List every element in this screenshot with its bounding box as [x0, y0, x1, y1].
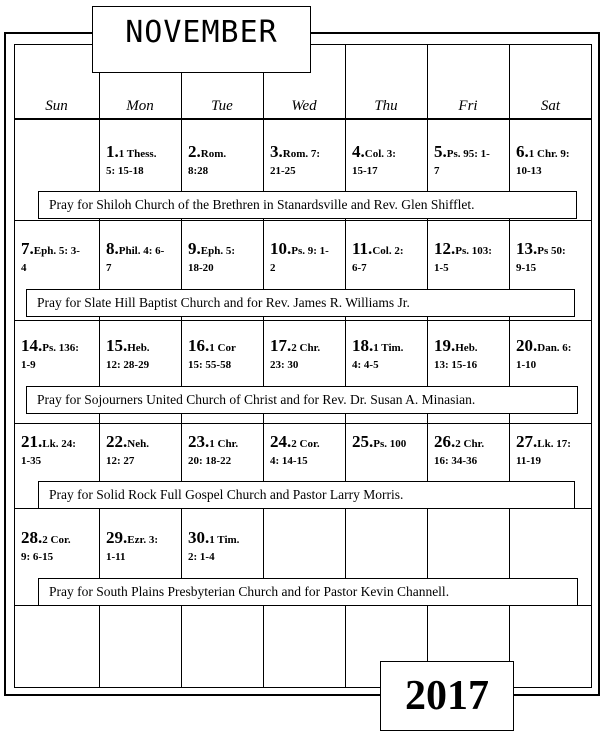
day-number: 3. — [270, 142, 283, 161]
scripture-reference-continued: 20: 18-22 — [188, 455, 232, 467]
scripture-reference-continued: 8:28 — [188, 165, 209, 177]
day-of-week-label: Thu — [374, 98, 398, 114]
day-cell — [516, 338, 594, 373]
scripture-reference-continued: 7 — [434, 165, 440, 177]
scripture-reference-continued: 6-7 — [352, 262, 367, 274]
day-cell — [270, 434, 348, 469]
scripture-reference-continued: 21-25 — [270, 165, 296, 177]
day-number: 11. — [352, 239, 373, 258]
scripture-reference-continued: 1-35 — [21, 455, 42, 467]
scripture-reference-continued: 9: 6-15 — [21, 551, 54, 563]
day-cell — [516, 434, 594, 469]
day-cell — [21, 338, 99, 373]
scripture-reference-continued: 4: 14-15 — [270, 455, 308, 467]
month-title: NOVEMBER — [125, 15, 278, 50]
day-cell — [434, 434, 512, 469]
day-number: 16. — [188, 336, 210, 355]
prayer-banner: Pray for Slate Hill Baptist Church and for Rev. James R. Williams Jr. — [26, 289, 575, 317]
day-number: 5. — [434, 142, 447, 161]
day-of-week-label: Mon — [126, 98, 154, 114]
scripture-reference: Ps. 103: — [455, 245, 492, 257]
scripture-reference: Neh. — [127, 438, 149, 450]
scripture-reference: 2 Chr. — [291, 342, 321, 354]
day-cell — [352, 338, 430, 373]
prayer-banner: Pray for Sojourners United Church of Christ and for Rev. Dr. Susan A. Minasian. — [26, 386, 578, 414]
scripture-reference-continued: 1-5 — [434, 262, 449, 274]
scripture-reference-continued: 13: 15-16 — [434, 359, 478, 371]
day-number: 15. — [106, 336, 128, 355]
row-divider — [14, 423, 592, 424]
scripture-reference: 2 Chr. — [455, 438, 485, 450]
day-cell — [106, 144, 184, 179]
day-cell — [270, 241, 348, 276]
scripture-reference: Ezr. 3: — [127, 534, 159, 546]
scripture-reference: 1 Thess. — [118, 148, 157, 160]
day-number: 25. — [352, 432, 374, 451]
day-number: 17. — [270, 336, 292, 355]
scripture-reference-continued: 5: 15-18 — [106, 165, 144, 177]
scripture-reference: Ps. 136: — [42, 342, 79, 354]
scripture-reference: Eph. 5: 3- — [33, 245, 80, 257]
day-number: 8. — [106, 239, 119, 258]
day-cell — [516, 144, 594, 179]
day-number: 14. — [21, 336, 43, 355]
day-cell — [106, 338, 184, 373]
day-number: 24. — [270, 432, 292, 451]
day-cell — [188, 144, 266, 179]
scripture-reference: Ps. 9: 1- — [291, 245, 329, 257]
month-title-box — [92, 6, 311, 73]
scripture-reference: Heb. — [455, 342, 478, 354]
row-divider — [14, 320, 592, 321]
day-cell — [188, 338, 266, 373]
scripture-reference-continued: 4 — [21, 262, 27, 274]
scripture-reference: Lk. 24: — [42, 438, 76, 450]
scripture-reference-continued: 2: 1-4 — [188, 551, 215, 563]
scripture-reference: 1 Chr. — [209, 438, 239, 450]
day-cell — [106, 241, 184, 276]
day-cell — [21, 530, 99, 565]
scripture-reference: 1 Tim. — [209, 534, 240, 546]
scripture-reference: Ps. 95: 1- — [446, 148, 490, 160]
scripture-reference: Eph. 5: — [200, 245, 235, 257]
day-number: 23. — [188, 432, 210, 451]
scripture-reference: 1 Tim. — [373, 342, 404, 354]
scripture-reference: Dan. 6: — [537, 342, 572, 354]
scripture-reference: 2 Cor. — [291, 438, 320, 450]
scripture-reference-continued: 18-20 — [188, 262, 214, 274]
day-cell — [434, 338, 512, 373]
scripture-reference: 1 Chr. 9: — [528, 148, 570, 160]
day-of-week-label: Sun — [45, 98, 68, 114]
day-number: 21. — [21, 432, 43, 451]
scripture-reference: Lk. 17: — [537, 438, 571, 450]
scripture-reference-continued: 4: 4-5 — [352, 359, 379, 371]
scripture-reference-continued: 16: 34-36 — [434, 455, 478, 467]
scripture-reference-continued: 1-11 — [106, 551, 126, 563]
prayer-banner: Pray for South Plains Presbyterian Church and for Pastor Kevin Channell. — [38, 578, 578, 606]
row-divider — [14, 118, 592, 120]
day-number: 2. — [188, 142, 201, 161]
day-number: 22. — [106, 432, 128, 451]
scripture-reference-continued: 7 — [106, 262, 112, 274]
day-number: 18. — [352, 336, 374, 355]
scripture-reference-continued: 1-9 — [21, 359, 36, 371]
day-number: 20. — [516, 336, 538, 355]
day-number: 26. — [434, 432, 456, 451]
day-cell — [434, 241, 512, 276]
day-cell — [106, 530, 184, 565]
scripture-reference: Rom. 7: — [282, 148, 321, 160]
day-number: 4. — [352, 142, 365, 161]
day-number: 13. — [516, 239, 538, 258]
day-cell — [270, 338, 348, 373]
day-number: 9. — [188, 239, 201, 258]
day-cell — [21, 241, 99, 276]
day-number: 27. — [516, 432, 538, 451]
day-number: 19. — [434, 336, 456, 355]
scripture-reference: Rom. — [200, 148, 227, 160]
scripture-reference-continued: 10-13 — [516, 165, 542, 177]
scripture-reference-continued: 15: 55-58 — [188, 359, 232, 371]
year-label: 2017 — [405, 673, 489, 719]
day-of-week-label: Sat — [540, 98, 561, 114]
scripture-reference-continued: 11-19 — [516, 455, 542, 467]
year-box — [380, 661, 514, 731]
day-cell — [352, 241, 430, 276]
day-cell — [21, 434, 99, 469]
day-number: 6. — [516, 142, 529, 161]
day-cell — [352, 434, 430, 452]
scripture-reference-continued: 1-10 — [516, 359, 537, 371]
day-of-week-label: Tue — [211, 98, 233, 114]
scripture-reference-continued: 12: 28-29 — [106, 359, 150, 371]
scripture-reference: Ps. 100 — [373, 438, 407, 450]
day-number: 1. — [106, 142, 119, 161]
day-cell — [188, 530, 266, 565]
day-number: 29. — [106, 528, 128, 547]
day-number: 30. — [188, 528, 210, 547]
day-number: 7. — [21, 239, 34, 258]
scripture-reference: 1 Cor — [209, 342, 236, 354]
day-of-week-label: Fri — [458, 98, 478, 114]
scripture-reference-continued: 15-17 — [352, 165, 378, 177]
day-cell — [516, 241, 594, 276]
scripture-reference-continued: 12: 27 — [106, 455, 135, 467]
day-cell — [270, 144, 348, 179]
day-of-week-label: Wed — [291, 98, 317, 114]
prayer-banner: Pray for Shiloh Church of the Brethren in Stanardsville and Rev. Glen Shifflet. — [38, 191, 577, 219]
day-cell — [434, 144, 512, 179]
row-divider — [14, 220, 592, 221]
day-number: 12. — [434, 239, 456, 258]
scripture-reference: 2 Cor. — [42, 534, 71, 546]
scripture-reference-continued: 2 — [270, 262, 276, 274]
day-cell — [188, 241, 266, 276]
scripture-reference: Col. 2: — [372, 245, 404, 257]
scripture-reference-continued: 9-15 — [516, 262, 537, 274]
day-cell — [188, 434, 266, 469]
day-cell — [352, 144, 430, 179]
day-cell — [106, 434, 184, 469]
scripture-reference: Col. 3: — [364, 148, 396, 160]
scripture-reference: Ps 50: — [537, 245, 566, 257]
scripture-reference-continued: 23: 30 — [270, 359, 299, 371]
prayer-banner: Pray for Solid Rock Full Gospel Church and Pastor Larry Morris. — [38, 481, 575, 509]
day-number: 10. — [270, 239, 292, 258]
day-number: 28. — [21, 528, 43, 547]
scripture-reference: Phil. 4: 6- — [118, 245, 165, 257]
scripture-reference: Heb. — [127, 342, 150, 354]
